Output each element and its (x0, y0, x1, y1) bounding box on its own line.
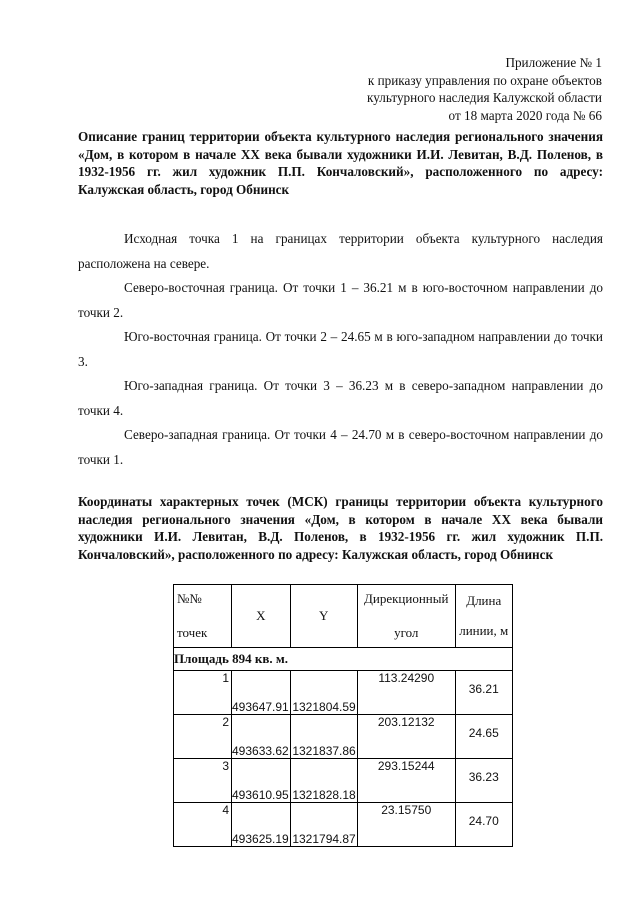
x-value: 493633.62 (232, 715, 291, 759)
paragraph-start-point: Исходная точка 1 на границах территории объекта культурного наследия расположена на севере. (78, 231, 603, 271)
appendix-line-4: от 18 марта 2020 года № 66 (448, 107, 602, 123)
boundary-description-title: Описание границ территории объекта культурного наследия регионального значения «Дом, в котором в начале XX века бывали художники И.И. Левитан, В.Д. Поленов, в 1932-1956 гг. жил художник П.П. Кончаловский», расположенного по адресу: Калужская область, город Обнинск (78, 129, 603, 197)
paragraph-southeast-border: Юго-восточная граница. От точки 2 – 24.65 м в юго-западном направлении до точки 3. (78, 329, 603, 369)
direction-value: 113.24290 (357, 671, 455, 715)
table-header-row (174, 585, 513, 648)
length-value: 36.21 (455, 671, 512, 715)
point-number: 3 (174, 759, 232, 803)
header-point-number-top: №№ (177, 591, 202, 606)
direction-value: 203.12132 (357, 715, 455, 759)
paragraph-northwest-border: Северо-западная граница. От точки 4 – 24.70 м в северо-восточном направлении до точки 1. (78, 427, 603, 467)
point-number: 1 (174, 671, 232, 715)
y-value: 1321804.59 (290, 671, 357, 715)
table-row (174, 759, 513, 803)
point-number: 4 (174, 803, 232, 847)
table-row (174, 803, 513, 847)
header-direction-angle (357, 585, 455, 648)
point-number: 2 (174, 715, 232, 759)
header-x: X (232, 585, 291, 648)
header-length-bottom: линии, м (459, 623, 509, 638)
x-value: 493647.91 (232, 671, 291, 715)
header-point-number-bottom: точек (177, 625, 208, 640)
appendix-line-1: Приложение № 1 (505, 55, 602, 70)
header-direction-top: Дирекционный (364, 591, 449, 606)
header-line-length (455, 585, 512, 648)
appendix-line-3: культурного наследия Калужской области (367, 90, 602, 106)
table-row (174, 715, 513, 759)
direction-value: 23.15750 (357, 803, 455, 847)
x-value: 493625.19 (232, 803, 291, 847)
coordinates-table (173, 584, 513, 847)
direction-value: 293.15244 (357, 759, 455, 803)
appendix-header (367, 54, 602, 124)
x-value: 493610.95 (232, 759, 291, 803)
area-row (174, 648, 513, 671)
paragraph-northeast-border: Северо-восточная граница. От точки 1 – 36.21 м в юго-восточном направлении до точки 2. (78, 280, 603, 320)
appendix-line-2: к приказу управления по охране объектов (367, 72, 602, 88)
header-direction-bottom: угол (394, 625, 419, 640)
length-value: 24.70 (455, 803, 512, 847)
y-value: 1321837.86 (290, 715, 357, 759)
header-point-number (174, 585, 232, 648)
area-cell: Площадь 894 кв. м. (174, 648, 513, 671)
table-row (174, 671, 513, 715)
paragraph-southwest-border: Юго-западная граница. От точки 3 – 36.23 м в северо-западном направлении до точки 4. (78, 378, 603, 418)
y-value: 1321794.87 (290, 803, 357, 847)
header-length-top: Длина (466, 593, 502, 608)
y-value: 1321828.18 (290, 759, 357, 803)
length-value: 24.65 (455, 715, 512, 759)
length-value: 36.23 (455, 759, 512, 803)
coordinates-title: Координаты характерных точек (МСК) границы территории объекта культурного наследия регионального значения «Дом, в котором в начале XX века бывали художники И.И. Левитан, В.Д. Поленов, в 1932-1956 гг. жил художник П.П. Кончаловский», расположенного по адресу: Калужская область, город Обнинск (78, 494, 603, 562)
header-y: Y (290, 585, 357, 648)
